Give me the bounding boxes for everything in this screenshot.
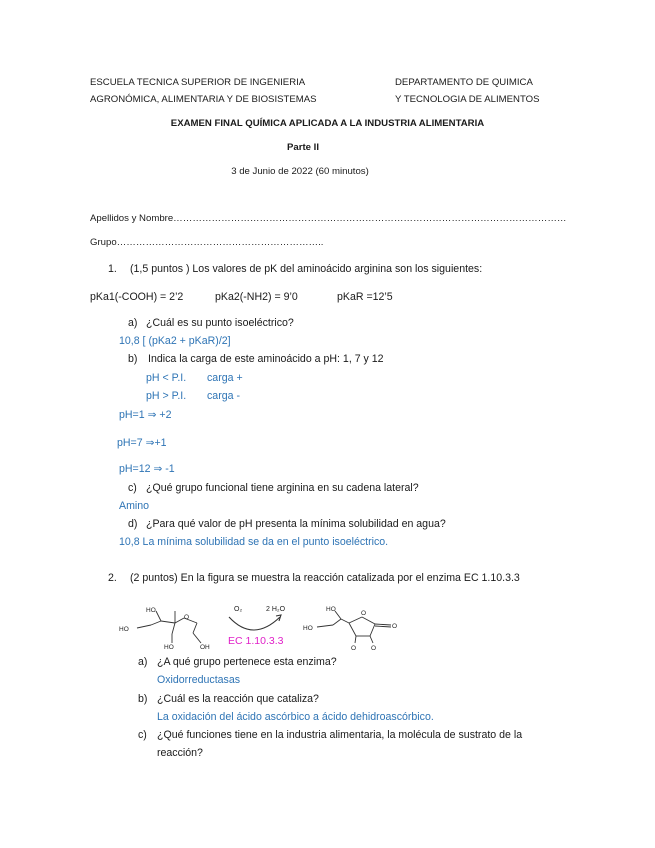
q1-number: 1. — [108, 263, 117, 275]
q1b-answer-ph1: pH=1 ⇒ +2 — [119, 409, 172, 421]
exam-date: 3 de Junio de 2022 (60 minutos) — [231, 166, 369, 177]
q2b-question: ¿Cuál es la reacción que cataliza? — [157, 693, 319, 705]
q1d-answer: 10,8 La mínima solubilidad se da en el punto isoeléctrico. — [119, 536, 389, 548]
q1-statement: (1,5 puntos ) Los valores de pK del aminoácido arginina son los siguientes: — [130, 263, 483, 275]
q1a-question: ¿Cuál es su punto isoeléctrico? — [146, 317, 294, 329]
q1c-label: c) — [128, 482, 137, 494]
q1b-question: Indica la carga de este aminoácido a pH: 1, 7 y 12 — [148, 353, 384, 365]
exam-title: EXAMEN FINAL QUÍMICA APLICADA A LA INDUSTRIA ALIMENTARIA — [170, 118, 485, 129]
q1b-answer-ph7: pH=7 ⇒+1 — [117, 437, 167, 449]
product-ho-top: HO — [326, 606, 336, 613]
q1b-label: b) — [128, 353, 138, 365]
product-carbonyl-o-right: O — [392, 623, 398, 630]
product-carbonyl-o-mid: O — [371, 645, 377, 652]
q1b-answer-ph12: pH=12 ⇒ -1 — [119, 463, 175, 475]
q1c-answer: Amino — [119, 500, 150, 512]
q1b-rule-below-pi: pH < P.I. — [146, 372, 187, 384]
name-field[interactable]: Apellidos y Nombre…………………………………………………………………………………………………………… — [90, 213, 567, 224]
q1-pka2: pKa2(-NH2) = 9’0 — [215, 291, 298, 303]
q2c-question-line1: ¿Qué funciones tiene en la industria alimentaria, la molécula de sustrato de la — [157, 729, 523, 741]
ascorbic-acid-structure — [137, 611, 201, 643]
school-name-line2: AGRONÓMICA, ALIMENTARIA Y DE BIOSISTEMAS — [90, 94, 317, 105]
q1b-rule-above-pi-charge: carga - — [207, 390, 240, 402]
q1a-label: a) — [128, 317, 138, 329]
q1b-rule-below-pi-charge: carga + — [207, 372, 243, 384]
q1a-answer: 10,8 [ (pKa2 + pKaR)/2] — [119, 335, 231, 347]
school-name-line1: ESCUELA TECNICA SUPERIOR DE INGENIERIA — [90, 77, 306, 88]
product-carbonyl-o-left: O — [351, 645, 357, 652]
q1d-question: ¿Para qué valor de pH presenta la mínima solubilidad en agua? — [146, 518, 446, 530]
o2-label: O₂ — [234, 606, 243, 613]
product-ho-left: HO — [303, 625, 313, 632]
q2a-question: ¿A qué grupo pertenece esta enzima? — [157, 656, 337, 668]
h2o-label: 2 H₂O — [266, 606, 286, 613]
ring-oxygen-label: O — [184, 614, 190, 621]
q2-number: 2. — [108, 572, 117, 584]
q1-pka1: pKa1(-COOH) = 2’2 — [90, 291, 184, 303]
q1d-label: d) — [128, 518, 138, 530]
q2a-answer: Oxidorreductasas — [157, 674, 241, 686]
q2c-label: c) — [138, 729, 147, 741]
ho-label-top: HO — [146, 607, 156, 614]
department-line2: Y TECNOLOGIA DE ALIMENTOS — [395, 94, 540, 105]
group-field[interactable]: Grupo……………………………………………………….. — [90, 237, 324, 248]
reaction-figure — [115, 597, 415, 655]
exam-part: Parte II — [287, 142, 319, 153]
dehydroascorbic-acid-structure — [317, 611, 391, 643]
q2a-label: a) — [138, 656, 148, 668]
q1-pkar: pKaR =12’5 — [337, 291, 393, 303]
q2b-label: b) — [138, 693, 148, 705]
oh-label-bottom: OH — [200, 644, 210, 651]
q2b-answer: La oxidación del ácido ascórbico a ácido dehidroascórbico. — [157, 711, 434, 723]
q2c-question-line2: reacción? — [157, 747, 203, 759]
reaction-arc — [229, 617, 280, 630]
enzyme-ec-label: EC 1.10.3.3 — [228, 635, 284, 647]
q1b-rule-above-pi: pH > P.I. — [146, 390, 187, 402]
ho-label-left: HO — [119, 626, 129, 633]
ho-label-bottom: HO — [164, 644, 174, 651]
product-ring-oxygen: O — [361, 610, 367, 617]
q2-statement: (2 puntos) En la figura se muestra la reacción catalizada por el enzima EC 1.10.3.3 — [130, 572, 520, 584]
q1c-question: ¿Qué grupo funcional tiene arginina en su cadena lateral? — [146, 482, 419, 494]
department-line1: DEPARTAMENTO DE QUIMICA — [395, 77, 533, 88]
